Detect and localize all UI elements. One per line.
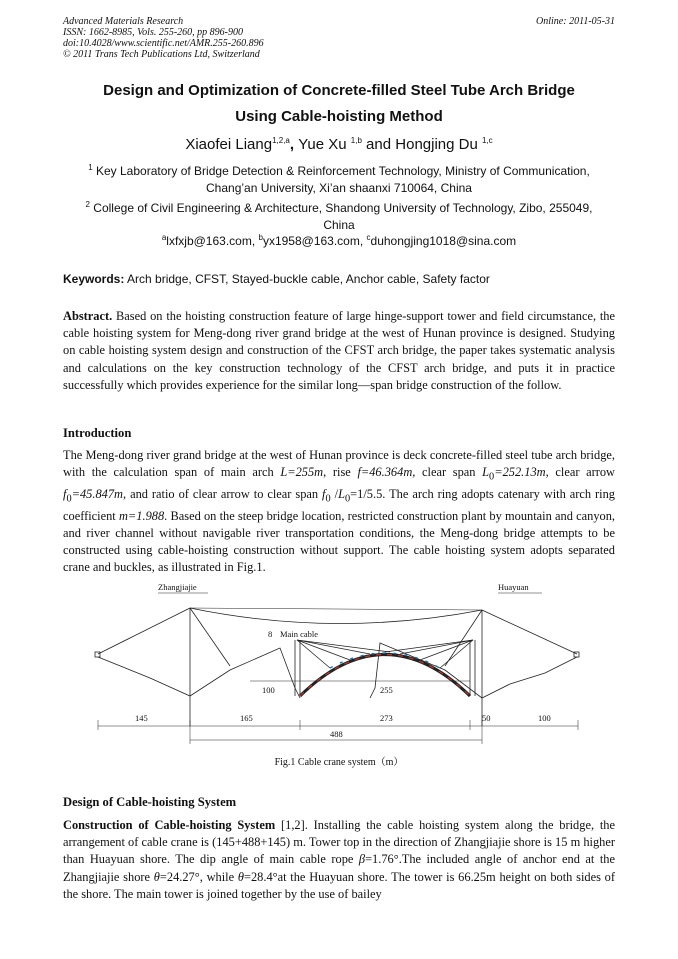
issn-line: ISSN: 1662-8985, Vols. 255-260, pp 896-900: [63, 27, 243, 38]
email-sup: a: [161, 233, 167, 242]
affiliation-number: 2: [85, 200, 90, 209]
title-line-1: Design and Optimization of Concrete-filled Steel Tube Arch Bridge: [103, 82, 575, 99]
email-b[interactable]: yx1958@163.com,: [262, 234, 367, 248]
section-heading-introduction: Introduction: [63, 426, 132, 440]
affiliation-1: [63, 163, 615, 197]
total-span-label: 488: [330, 729, 343, 739]
doi-line: doi:10.4028/www.scientific.net/AMR.255-260.896: [63, 38, 264, 49]
affiliation-text: Key Laboratory of Bridge Detection & Reinforcement Technology, Ministry of Communication,: [96, 164, 590, 178]
abstract-text: Based on the hoisting construction feature of large hinge-support tower and field circumstance, the cable hoisting system for Meng-dong river grand bridge at the west of Hunan province is designed. Studying on cable hoisting system design and construction of the CFST arch bridge, the paper takes systematic analysis and calculations on the key construction technology of the CFST arch bridge, and puts it in practice successfully which provides experience for the similar long—span bridge construction of the follow.: [63, 309, 615, 392]
author-emails: [40, 234, 638, 248]
author-list: [40, 136, 638, 153]
label-zhangjiajie: Zhangjiajie: [158, 582, 197, 592]
affiliation-text: College of Civil Engineering & Architecture, Shandong University of Technology, Zibo, 255049,: [93, 201, 593, 215]
main-cable: [190, 608, 482, 624]
author-name: Hongjing Du: [395, 136, 482, 153]
subheading: Construction of Cable-hoisting System: [63, 818, 276, 832]
keywords-text: Arch bridge, CFST, Stayed-buckle cable, Anchor cable, Safety factor: [124, 272, 490, 286]
author-name: Yue Xu: [298, 136, 351, 153]
author-separator: and: [361, 136, 396, 153]
author-sup: 1,2,a: [272, 136, 290, 145]
email-sup: b: [258, 233, 263, 242]
affiliation-number: 1: [88, 163, 93, 172]
span-label: 145: [135, 713, 148, 723]
span-label: 273: [380, 713, 393, 723]
affiliation-text: China: [323, 218, 355, 232]
label-main-cable: Main cable: [280, 629, 318, 639]
label-huayuan: Huayuan: [498, 582, 529, 592]
email-sup: c: [366, 233, 371, 242]
cable-crane-diagram: [90, 578, 590, 748]
cable-marker: 8: [268, 629, 273, 639]
affiliation-text: Chang’an University, Xi’an shaanxi 710064, China: [206, 181, 472, 195]
introduction-paragraph: The Meng-dong river grand bridge at the west of Hunan province is deck concrete-filled steel tube arch bridge, with the calculation span of main arch L=255m, rise f=46.364m, clear span $L_0=252.13m$, clear arrow $f_0=45.847m$, and ratio of clear arrow to clear span $f_0$ $/L_0=1/5.5$. The arch ring adopts catenary with arch ring coefficient m=1.988. Based on the steep bridge location, restricted construction plant by mountain and canyon, and river channel without navigable river transportation conditions, the Meng-dong bridge attempts to be constructed using cable-hoisting construction without support. The cable hoisting system adopts separated crane and buckles, as illustrated in Fig.1.: [63, 448, 616, 575]
abstract-label: Abstract.: [63, 309, 113, 323]
copyright-line: © 2011 Trans Tech Publications Ltd, Switzerland: [63, 49, 260, 60]
author-sup: 1,b: [350, 136, 362, 145]
affiliation-2: [63, 200, 615, 234]
span-label: 255: [380, 685, 393, 695]
online-date: Online: 2011-05-31: [536, 16, 615, 27]
section-heading-design: Design of Cable-hoisting System: [63, 795, 237, 809]
right-anchor-cable: [482, 610, 577, 654]
abstract: [63, 308, 615, 394]
design-paragraph: Construction of Cable-hoisting System [1,2]. Installing the cable hoisting system along the bridge, the arrangement of cable crane is (145+488+145) m. Tower top in the direction of Zhangjiajie shore is 15 m higher than Huayuan shore. The dip angle of main cable rope β=1.76°.The included angle of anchor end at the Zhangjiajie shore θ=24.27°, while θ=28.4°at the Huayuan shore. The tower is 66.25m height on both sides of the shore. The main tower is joined together by the use of bailey: [63, 818, 616, 901]
figure-caption: Fig.1 Cable crane system（m）: [274, 757, 404, 768]
author-name: Xiaofei Liang: [185, 136, 273, 153]
span-label: 50: [482, 713, 491, 723]
paper-title: [40, 78, 638, 130]
journal-name: Advanced Materials Research: [63, 16, 184, 27]
span-label: 100: [538, 713, 551, 723]
keywords-label: Keywords:: [63, 272, 125, 286]
author-separator: ,: [289, 136, 299, 153]
keywords: [63, 272, 490, 286]
title-line-2: Using Cable-hoisting Method: [235, 108, 443, 125]
left-anchor-cable: [98, 608, 190, 654]
span-label: 165: [240, 713, 253, 723]
left-anchor: [95, 652, 100, 657]
email-a[interactable]: lxfxjb@163.com,: [166, 234, 259, 248]
email-c[interactable]: duhongjing1018@sina.com: [370, 234, 517, 248]
author-sup: 1,c: [481, 136, 493, 145]
span-label: 100: [262, 685, 275, 695]
